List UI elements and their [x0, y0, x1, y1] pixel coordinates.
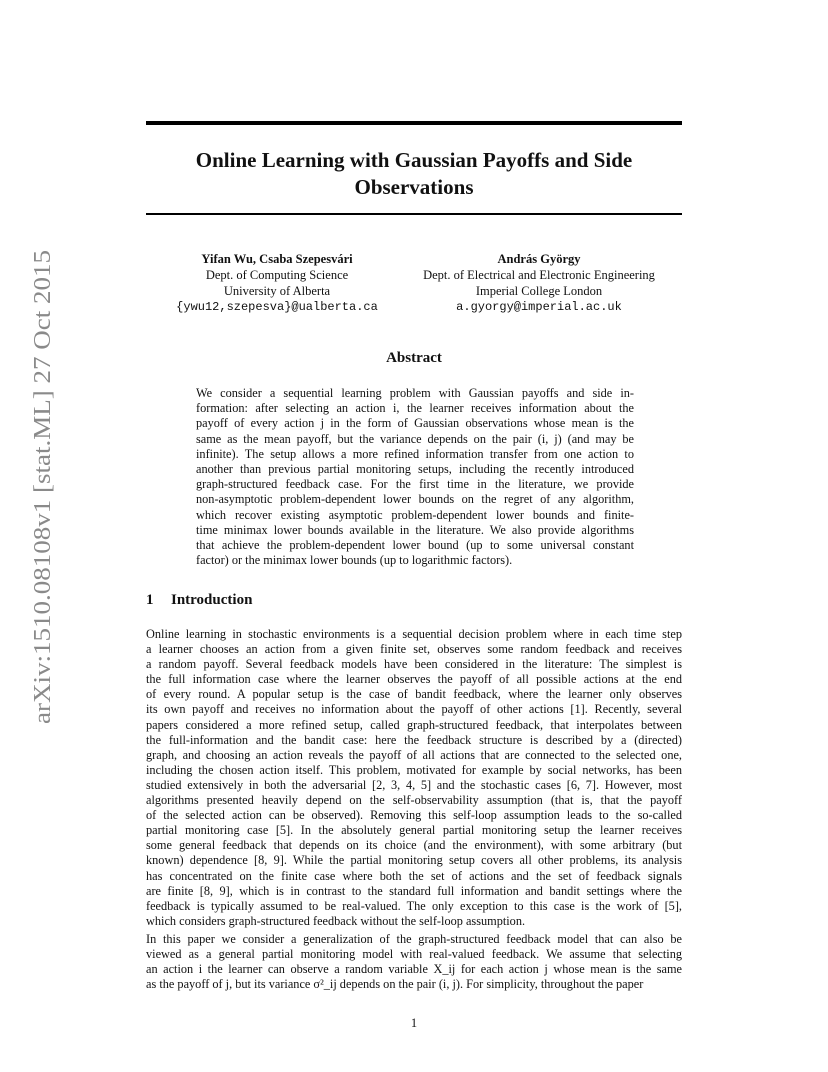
abstract-line: same as the mean payoff, but the variance depends on the pair (i, j) (and may be [196, 431, 634, 446]
abstract-line: factor) or the minimax lower bounds (up to logarithmic factors). [196, 553, 513, 568]
abstract-heading: Abstract [386, 350, 442, 366]
text-line: feedback is typically assumed to be real-valued. The only exception to this case is the work of [5], [146, 898, 682, 913]
author-dept: Dept. of Electrical and Electronic Engineering [423, 268, 655, 282]
abstract-body [196, 386, 634, 568]
text-line: studied extensively in both the adversarial [2, 3, 4, 5] and the stochastic cases [6, 7]. However, most [146, 777, 682, 792]
text-line: a random payoff. Several feedback models have been considered in the literature: The simplest is [146, 657, 682, 672]
title-top-rule [146, 121, 682, 125]
intro-paragraph-1 [146, 627, 682, 929]
abstract-line: payoff of every action j in the form of Gaussian observations whose mean is the [196, 416, 634, 431]
intro-paragraph-2 [146, 932, 682, 992]
abstract-line: which recover existing asymptotic problem-dependent lower bounds and finite- [196, 507, 634, 522]
author-institution: Imperial College London [475, 284, 603, 298]
arxiv-stamp [20, 246, 60, 726]
text-line: partial monitoring case [5]. In the absolutely general partial monitoring setup the learner receives [146, 823, 682, 838]
author-name: Yifan Wu, Csaba Szepesvári [201, 252, 353, 266]
abstract-line: that achieve the problem-dependent lower bound (up to some universal constant [196, 538, 634, 553]
text-line: papers considered a more refined setup, called graph-structured feedback, that interpolates between [146, 717, 682, 732]
author-block-2 [408, 251, 670, 315]
abstract-line: graph-structured feedback case. For the first time in the literature, we provide [196, 477, 634, 492]
text-line: graph, and choosing an action reveals the payoff of all actions that are connected to the selected one, [146, 747, 682, 762]
title-line-1: Online Learning with Gaussian Payoffs and Side [195, 148, 633, 172]
text-line: In this paper we consider a generalization of the graph-structured feedback model that can also be [146, 932, 682, 946]
text-line: has concentrated on the finite case where both the set of actions and the set of feedback signals [146, 868, 682, 883]
text-line: viewed as a general partial monitoring model with real-valued feedback. We assume that selecting [146, 947, 682, 962]
text-line: as the payoff of j, but its variance σ²_ij depends on the pair (i, j). For simplicity, throughout the paper [146, 977, 644, 992]
text-line: algorithms presented heavily depend on the self-observability assumption (that is, that the payoff [146, 793, 682, 808]
author-email: a.gyorgy@imperial.ac.uk [456, 300, 622, 314]
abstract-line: another than previous partial monitoring setups, including the recently introduced [196, 462, 634, 477]
text-line: including the chosen action itself. This problem, motivated for example by social networks, has been [146, 762, 682, 777]
page-number: 1 [410, 1016, 418, 1030]
text-line: of the selected action can be observed). Removing this self-loop assumption leads to the so-called [146, 808, 682, 823]
abstract-line: formation: after selecting an action i, the learner receives information about the [196, 401, 634, 416]
section-title: Introduction [171, 592, 253, 608]
arxiv-stamp-text: arXiv:1510.08108v1 [stat.ML] 27 Oct 2015 [30, 302, 56, 724]
text-line: known) dependence [8, 9]. While the partial monitoring setup covers all other problems, its analysis [146, 853, 682, 868]
text-line: the full-information and the bandit case: here the feedback structure is described by a (directed) [146, 732, 682, 747]
title-line-2: Observations [354, 175, 474, 199]
text-line: the full information case where the learner observes the payoff of all possible actions at the end [146, 672, 682, 687]
author-email: {ywu12,szepesva}@ualberta.ca [176, 300, 378, 314]
abstract-line: time minimax lower bounds available in the literature. We also provide algorithms [196, 522, 634, 537]
text-line: of every round. A popular setup is the case of bandit feedback, where the learner only observes [146, 687, 682, 702]
text-line: its own payoff and receives no information about the payoff of other actions [1]. Recently, several [146, 702, 682, 717]
abstract-line: non-asymptotic problem-dependent lower bounds on the regret of any algorithm, [196, 492, 634, 507]
author-dept: Dept. of Computing Science [205, 268, 349, 282]
paper-title [146, 147, 682, 201]
text-line: some general feedback that depends on its choice (and the environment), with some arbitrary (but [146, 838, 682, 853]
title-bottom-rule [146, 213, 682, 215]
abstract-line: infinite). The setup allows a more refined information transfer from one action to [196, 446, 634, 461]
text-line: which considers graph-structured feedback without the self-loop assumption. [146, 913, 526, 928]
text-line: Online learning in stochastic environments is a sequential decision problem where in each time step [146, 627, 682, 641]
text-line: are finite [8, 9], which is in contrast to the standard full information and bandit settings where the [146, 883, 682, 898]
text-line: an action i the learner can observe a random variable X_ij for each action j whose mean is the same [146, 962, 682, 977]
author-block-1 [152, 251, 402, 315]
author-name: András György [497, 252, 581, 266]
section-number: 1 [146, 592, 154, 608]
text-line: a learner chooses an action from a given finite set, observes some random feedback and receives [146, 642, 682, 657]
author-institution: University of Alberta [223, 284, 331, 298]
section-heading [146, 592, 252, 609]
abstract-line: We consider a sequential learning problem with Gaussian payoffs and side in- [196, 386, 634, 400]
